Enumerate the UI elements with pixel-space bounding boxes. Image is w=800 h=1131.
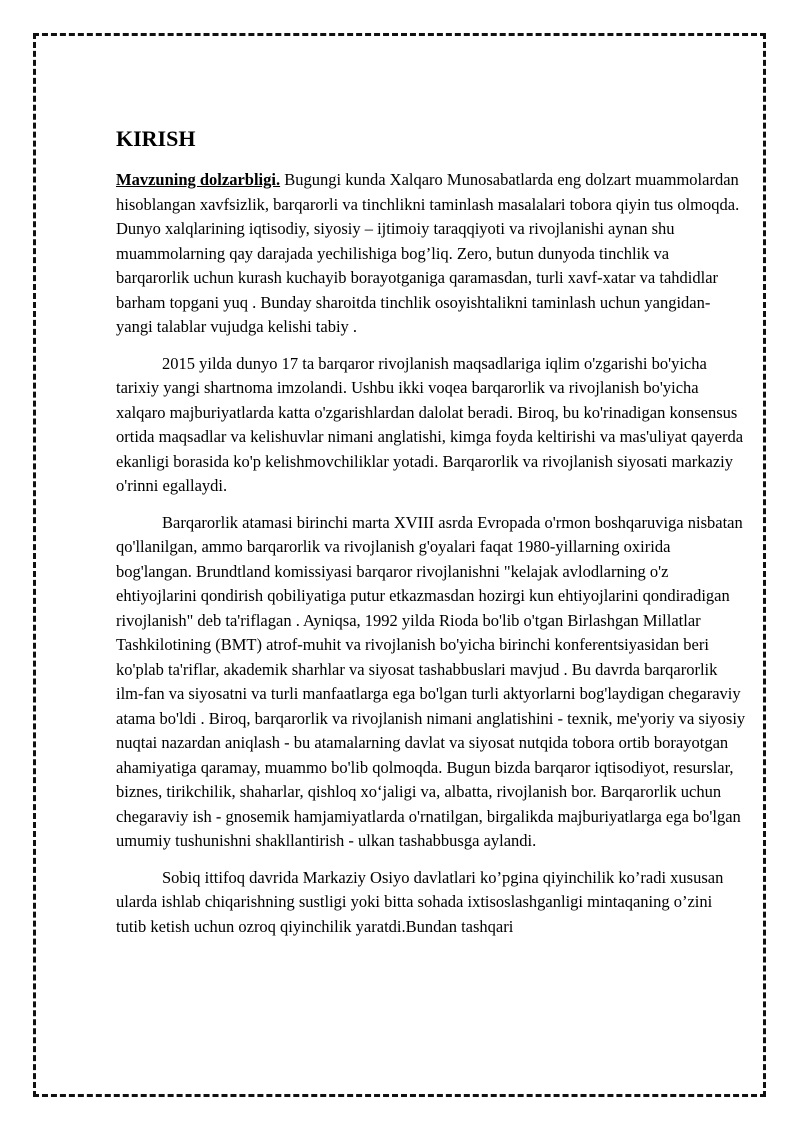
paragraph-relevance: [116, 168, 746, 340]
paragraph-2015: 2015 yilda dunyo 17 ta barqaror rivojlanish maqsadlariga iqlim o'zgarishi bo'yicha tarixiy yangi shartnoma imzolandi. Ushbu ikki voqea barqarorlik va rivojlanish bo'yicha xalqaro majburiyatlarda katta o'zgarishlardan dalolat beradi. Biroq, bu ko'rinadigan konsensus ortida maqsadlar va kelishuvlar nimani anglatishi, kimga foyda keltirishi va mas'uliyat qayerda ekanligi borasida ko'p kelishmovchiliklar yotadi. Barqarorlik va rivojlanish siyosati markaziy o'rinni egallaydi.: [116, 353, 744, 495]
paragraph-lead-heading: Mavzuning dolzarbligi.: [116, 170, 281, 189]
paragraph-text: Bugungi kunda Xalqaro Munosabatlarda eng dolzart muammolardan hisoblangan xavfsizlik, barqarorli va tinchlikni taminlash masalalari tobora qiyin tus olmoqda. Dunyo xalqlarining iqtisodiy, siyosiy – ijtimoiy taraqqiyoti va rivojlanishi aynan shu muammolarning qay darajada yechilishiga bog’liq. Zero, butun dunyoda tinchlik va barqarorlik uchun kurash kuchayib borayotganiga qaramasdan, turli xavf-xatar va tahdidlar barham topgani yuq . Bunday sharoitda tinchlik osoyishtalikni taminlash uchun yangidan- yangi talablar vujudga kelishi tabiy .: [116, 170, 740, 336]
paragraph-soviet-era: Sobiq ittifoq davrida Markaziy Osiyo davlatlari ko’pgina qiyinchilik ko’radi xususan ularda ishlab chiqarishning sustligi yoki bitta sohada ixtisoslashganligi mintaqaning o’zini tutib ketish uchun ozroq qiyinchilik yaratdi.Bundan tashqari: [116, 867, 724, 936]
document-body: [116, 124, 746, 951]
paragraph-sustainability-term: Barqarorlik atamasi birinchi marta XVIII asrda Evropada o'rmon boshqaruviga nisbatan qo'llanilgan, ammo barqarorlik va rivojlanish g'oyalari faqat 1980-yillarning oxirida bog'langan. Brundtland komissiyasi barqaror rivojlanishni "kelajak avlodlarning o'z ehtiyojlarini qondirish qobiliyatiga putur etkazmasdan hozirgi kun ehtiyojlarini qondiradigan rivojlanish" deb ta'riflagan . Ayniqsa, 1992 yilda Rioda bo'lib o'tgan Birlashgan Millatlar Tashkilotining (BMT) atrof-muhit va rivojlanish bo'yicha birinchi konferentsiyasidan beri ko'plab ta'riflar, akademik sharhlar va siyosat tashabbuslari mavjud . Bu davrda barqarorlik ilm-fan va siyosatni va turli manfaatlarga ega bo'lgan turli aktyorlarni bog'laydigan chegaraviy atama bo'ldi . Biroq, barqarorlik va rivojlanish nimani anglatishini - texnik, me'yoriy va siyosiy nuqtai nazardan aniqlash - bu atamalarning davlat va siyosat nutqida tobora ortib borayotgan ahamiyatiga qaramay, muammo bo'lib qolmoqda. Bugun bizda barqaror iqtisodiyot, resurslar, biznes, tirikchilik, shaharlar, qishloq xo‘jaligi va, albatta, rivojlanish bor. Barqarorlik uchun chegaraviy ish - gnosemik hamjamiyatlarda o'rnatilgan, birgalikda majburiyatlarga ega bo'lgan umumiy tushunishni shakllantirish - ulkan tashabbusga aylandi.: [116, 512, 746, 850]
document-title: KIRISH: [116, 126, 196, 151]
